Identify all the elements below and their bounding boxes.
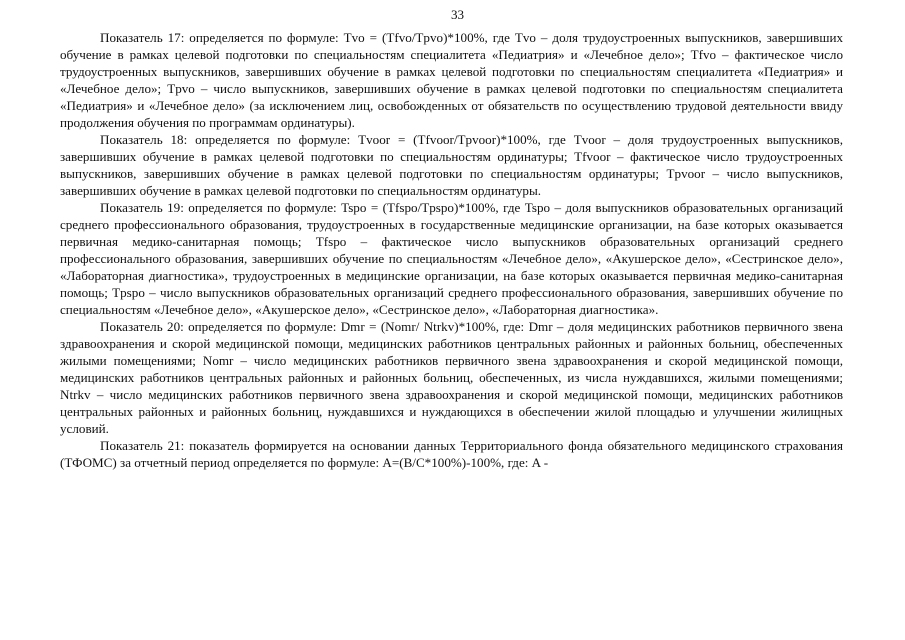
paragraph-indicator-19: Показатель 19: определяется по формуле: Tspo = (Tfspo/Tpspo)*100%, где Tspo – доля выпускников образовательных организаций среднего профессионального образования, трудоустроенных в государственные медицинские организации, на базе которых оказывается первичная медико-санитарная помощь; Tfspo – фактическое число выпускников образовательных организаций среднего профессионального образования, завершивших обучение по специальностям «Лечебное дело», «Акушерское дело», «Сестринское дело», «Лабораторная диагностика», трудоустроенных в медицинские организации, на базе которых оказывается первичная медико-санитарная помощь; Tpspo – число выпускников образовательных организаций среднего профессионального образования, завершивших обучение по специальностям «Лечебное дело», «Акушерское дело», «Сестринское дело», «Лабораторная диагностика».: [60, 200, 843, 317]
paragraph-indicator-17: Показатель 17: определяется по формуле: Tvo = (Tfvo/Tpvo)*100%, где Tvo – доля трудоустроенных выпускников, завершивших обучение в рамках целевой подготовки по специальностям специалитета «Педиатрия» и «Лечебное дело»; Tfvo – фактическое число трудоустроенных выпускников, завершивших обучение в рамках целевой подготовки по специальностям специалитета «Педиатрия» и «Лечебное дело»; Tpvo – число выпускников, завершивших обучение в рамках целевой подготовки по специальностям специалитета «Педиатрия» и «Лечебное дело» (за исключением лиц, освобожденных от обязательств по осуществлению трудовой деятельности ввиду продолжения обучения по программам ординатуры).: [60, 30, 843, 130]
paragraph-indicator-21: Показатель 21: показатель формируется на основании данных Территориального фонда обязательного медицинского страхования (ТФОМС) за отчетный период определяется по формуле: A=(B/C*100%)-100%, где: A -: [60, 438, 843, 470]
document-page: [60, 6, 843, 471]
page-number: 33: [450, 7, 465, 22]
paragraph-indicator-18: Показатель 18: определяется по формуле: Tvoor = (Tfvoor/Tpvoor)*100%, где Tvoor – доля трудоустроенных выпускников, завершивших обучение в рамках целевой подготовки по специальностям ординатуры; Tfvoor – фактическое число трудоустроенных выпускников, завершивших обучение в рамках целевой подготовки по специальностям ординатуры; Tpvoor – число выпускников, завершивших обучение в рамках целевой подготовки по специальностям ординатуры.: [60, 132, 843, 198]
paragraph-indicator-20: Показатель 20: определяется по формуле: Dmr = (Nomr/ Ntrkv)*100%, где: Dmr – доля медицинских работников первичного звена здравоохранения и скорой медицинской помощи, медицинских работников центральных районных и районных больниц, обеспеченных жилыми помещениями; Nomr – число медицинских работников первичного звена здравоохранения и скорой медицинской помощи, медицинских работников центральных районных и районных больниц, обеспеченных, из числа нуждавшихся, жилыми помещениями; Ntrkv – число медицинских работников первичного звена здравоохранения и скорой медицинской помощи, медицинских работников центральных районных и районных больниц, нуждавшихся и нуждающихся в обеспечении жилой площадью и улучшении жилищных условий.: [60, 319, 843, 436]
